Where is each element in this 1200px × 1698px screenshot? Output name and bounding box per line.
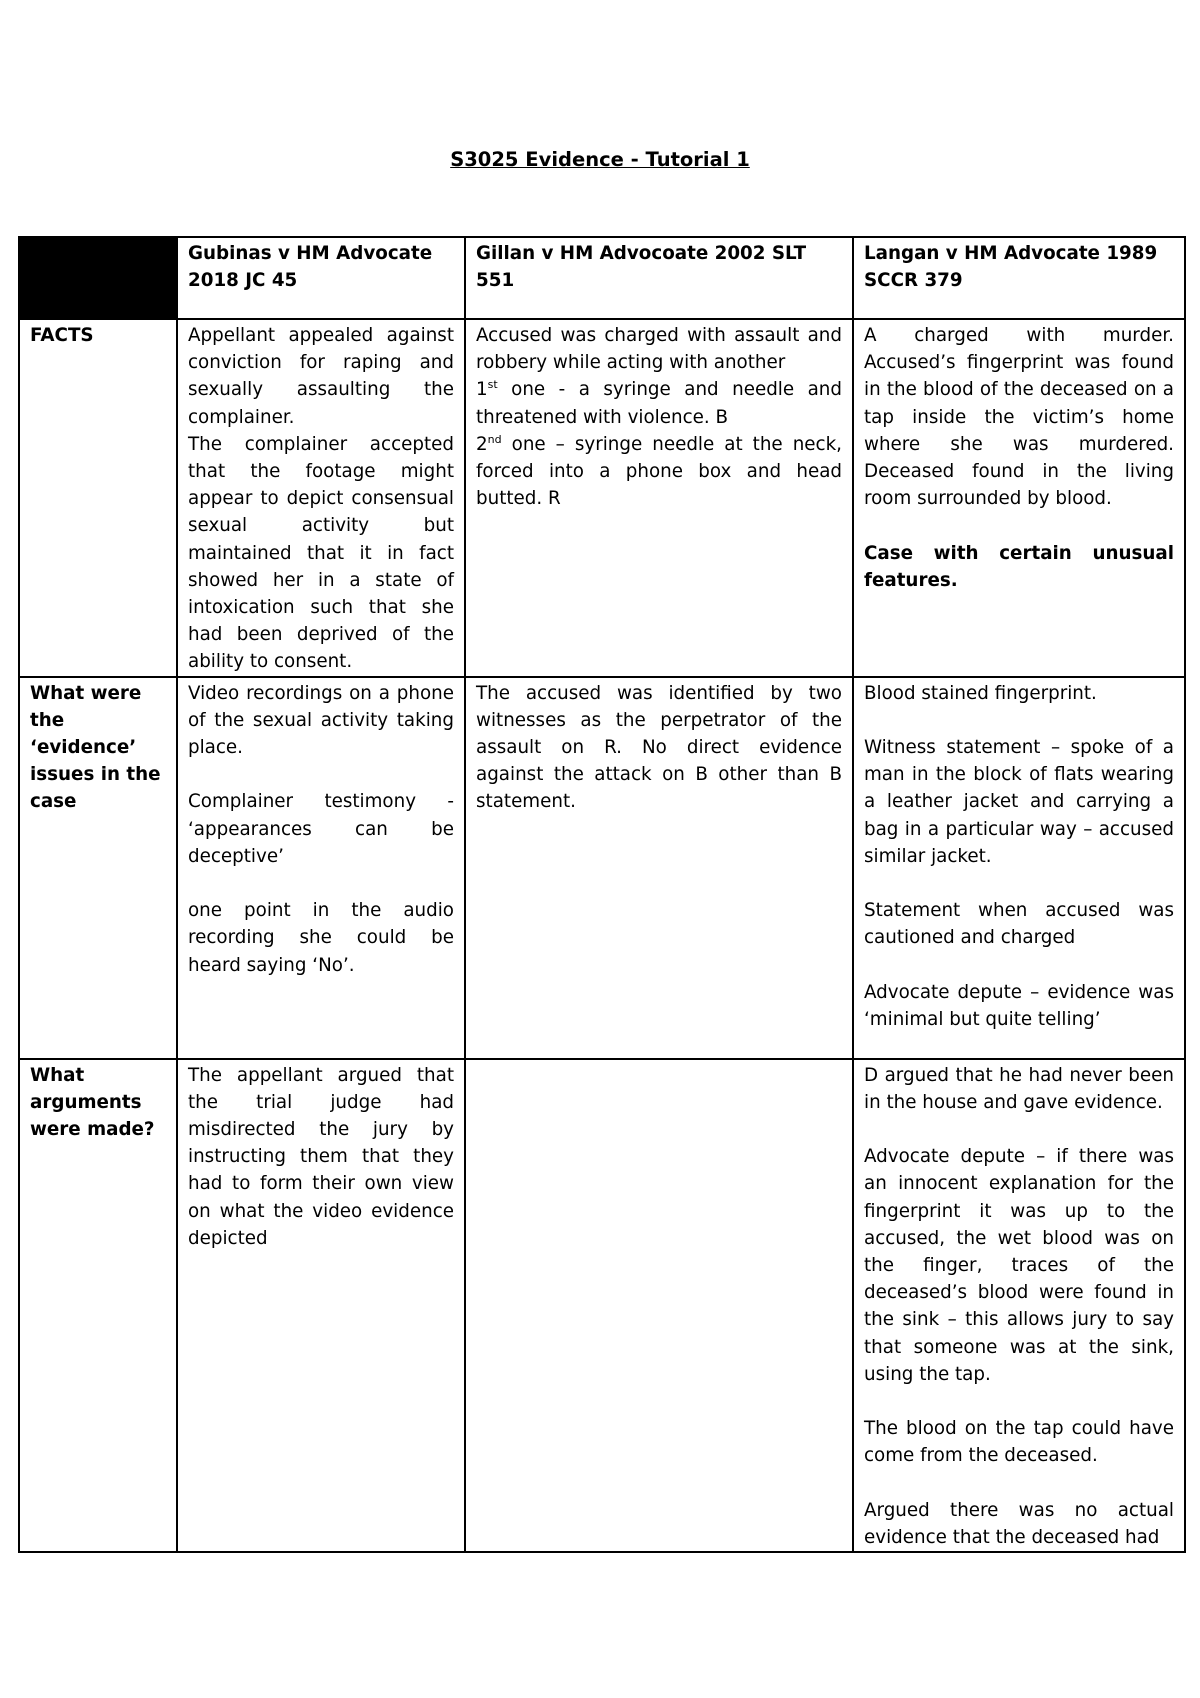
paragraph: Argued there was no actual evidence that the deceased had [864,1499,1174,1549]
paragraph: Blood stained fingerprint. [864,682,1097,704]
cell-evidence-gubinas [177,677,465,1059]
column-header-gubinas: Gubinas v HM Advocate 2018 JC 45 [177,237,465,319]
paragraph: Appellant appealed against conviction for raping and sexually assaulting the complainer. [188,325,454,428]
cell-facts-gillan [465,319,853,677]
bold-paragraph: Case with certain unusual features. [864,542,1174,591]
cell-facts-gubinas [177,319,465,677]
paragraph: 2nd one – syringe needle at the neck, forced into a phone box and head butted. R [476,432,842,510]
paragraph: The blood on the tap could have come from the deceased. [864,1418,1174,1467]
paragraph: Advocate depute – evidence was ‘minimal but quite telling’ [864,981,1174,1031]
paragraph: Complainer testimony - ‘appearances can be deceptive’ [188,791,454,867]
case-comparison-table [18,236,1186,1553]
cell-arguments-gillan-empty [465,1059,853,1553]
cell-evidence-gillan [465,677,853,1059]
column-header-gillan: Gillan v HM Advocoate 2002 SLT 551 [465,237,853,319]
table-row-evidence-issues [19,677,1185,1059]
paragraph: D argued that he had never been in the house and gave evidence. [864,1064,1174,1113]
paragraph: Witness statement – spoke of a man in the block of flats wearing a leather jacket and carrying a bag in a particular way – accused similar jacket. [864,737,1174,867]
cell-facts-langan [853,319,1185,677]
paragraph: 1st one - a syringe and needle and threatened with violence. B [476,378,842,428]
paragraph: one point in the audio recording she could be heard saying ‘No’. [188,900,454,976]
paragraph: Video recordings on a phone of the sexual activity taking place. [188,682,454,759]
row-label-arguments: What arguments were made? [19,1059,177,1553]
row-label-evidence-issues: What were the ‘evidence’ issues in the case [19,677,177,1059]
paragraph: Statement when accused was cautioned and charged [864,900,1174,949]
paragraph: A charged with murder. Accused’s fingerprint was found in the blood of the deceased on a tap inside the victim’s home where she was murdered. Deceased found in the living room surrounded by blood. [864,325,1174,510]
paragraph: The accused was identified by two witnesses as the perpetrator of the assault on R. No direct evidence against the attack on B other than B statement. [476,682,842,813]
column-header-langan: Langan v HM Advocate 1989 SCCR 379 [853,237,1185,319]
row-label-facts: FACTS [19,319,177,677]
paragraph: Advocate depute – if there was an innocent explanation for the fingerprint it was up to the accused, the wet blood was on the finger, traces of the deceased’s blood were found in the sink – this allows jury to say that someone was at the sink, using the tap. [864,1146,1174,1385]
cell-arguments-gubinas [177,1059,465,1553]
table-row-facts [19,319,1185,677]
cell-arguments-langan [853,1059,1185,1553]
paragraph: The complainer accepted that the footage might appear to depict consensual sexual activity but maintained that it in fact showed her in a state of intoxication such that she had been deprived of the ability to consent. [188,433,454,673]
paragraph: The appellant argued that the trial judge had misdirected the jury by instructing them that they had to form their own view on what the video evidence depicted [188,1064,454,1249]
table-row-arguments [19,1059,1185,1553]
paragraph: Accused was charged with assault and robbery while acting with another [476,325,842,374]
table-header-row [19,237,1185,319]
cell-evidence-langan [853,677,1185,1059]
header-corner-cell [19,237,177,319]
document-title: S3025 Evidence - Tutorial 1 [450,148,750,171]
